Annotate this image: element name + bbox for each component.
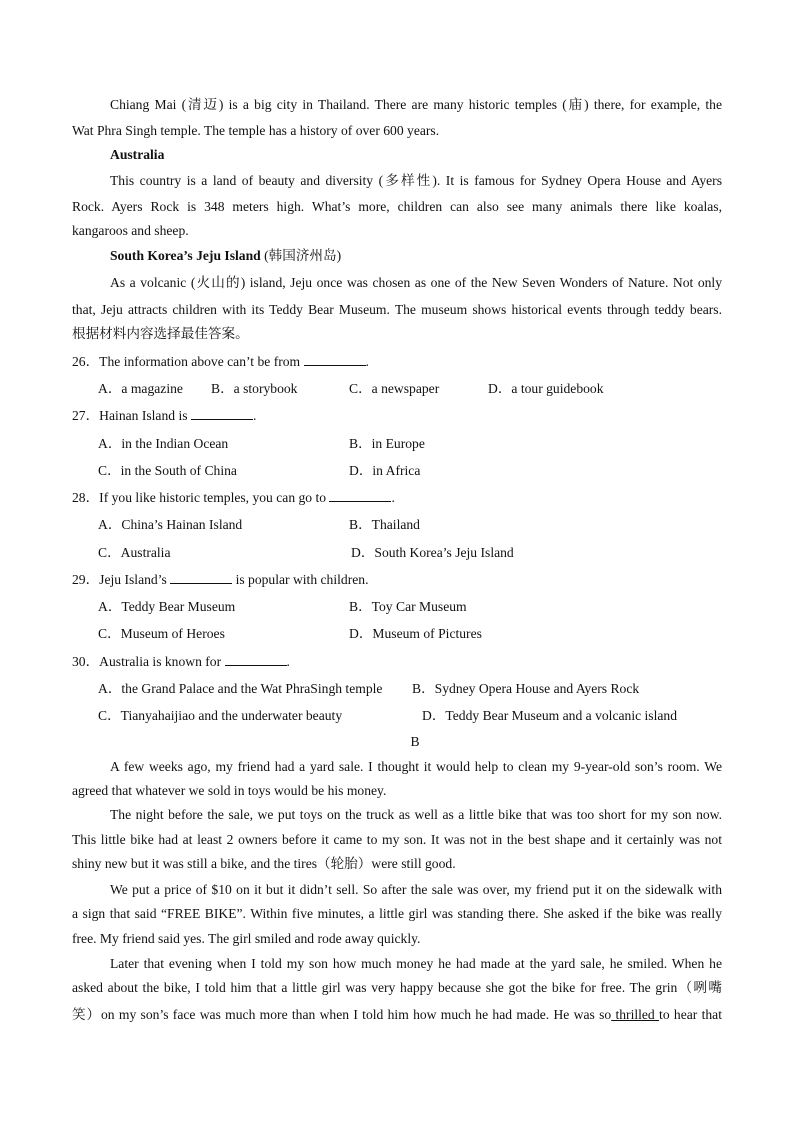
option-29-b: B．Toy Car Museum <box>349 599 467 614</box>
paragraph-australia-line3: kangaroos and sheep. <box>72 223 189 238</box>
option-28-d: D．South Korea’s Jeju Island <box>351 545 514 560</box>
option-30-d: D．Teddy Bear Museum and a volcanic island <box>422 708 677 723</box>
underlined-word-thrilled: thrilled <box>611 1007 660 1022</box>
question-stem-end: . <box>286 654 290 669</box>
option-28-b: B．Thailand <box>349 517 420 532</box>
option-26-a: A．a magazine <box>98 381 183 396</box>
question-27 <box>72 407 722 425</box>
option-30-a: A．the Grand Palace and the Wat PhraSingh temple <box>98 681 383 696</box>
question-stem-end: . <box>365 354 369 369</box>
answer-blank <box>191 407 253 420</box>
option-26-b: B．a storybook <box>211 381 298 396</box>
paragraph-b4-line3-end: to hear that <box>659 1007 722 1022</box>
paragraph-b3-line1: We put a price of $10 on it but it didn’t sell. So after the sale was over, my friend put it on the sidewalk with <box>110 882 722 897</box>
option-29-a: A．Teddy Bear Museum <box>98 599 236 614</box>
paragraph-chiang-mai-line1: Chiang Mai (清迈) is a big city in Thailand. There are many historic temples (庙) there, for example, the <box>110 97 722 112</box>
option-30-c: C．Tianyahaijiao and the underwater beauty <box>98 708 343 723</box>
option-26-c: C．a newspaper <box>349 381 440 396</box>
paragraph-b2-line1: The night before the sale, we put toys on the truck as well as a little bike that was too short for my son now. <box>110 807 722 822</box>
paragraph-b4-line3-text: 笑）on my son’s face was much more than when I told him how much he had made. He was so <box>72 1007 612 1022</box>
paragraph-jeju-line1: As a volcanic (火山的) island, Jeju once was chosen as one of the New Seven Wonders of Nature. Not only <box>110 275 722 290</box>
heading-australia: Australia <box>110 147 165 162</box>
option-30-b: B．Sydney Opera House and Ayers Rock <box>412 681 640 696</box>
option-28-a: A．China’s Hainan Island <box>98 517 243 532</box>
paragraph-b3-line3: free. My friend said yes. The girl smiled and rode away quickly. <box>72 931 421 946</box>
paragraph-b2-line2: This little bike had at least 2 owners before it came to my son. It was not in the best shape and it certainly was not <box>72 832 722 847</box>
option-29-c: C．Museum of Heroes <box>98 626 225 641</box>
heading-jeju-title: South Korea’s Jeju Island <box>110 248 261 263</box>
option-27-a: A．in the Indian Ocean <box>98 436 229 451</box>
question-stem: 30．Australia is known for <box>72 654 225 669</box>
heading-jeju <box>110 247 722 265</box>
question-28 <box>72 489 722 507</box>
paragraph-b4-line3 <box>72 1006 722 1024</box>
question-stem-end: . <box>391 490 395 505</box>
answer-blank <box>225 653 287 666</box>
heading-jeju-cn: (韩国济州岛) <box>264 248 342 263</box>
instruction-text: 根据材料内容选择最佳答案。 <box>72 326 249 341</box>
paragraph-australia-line2: Rock. Ayers Rock is 348 meters high. What’s more, children can also see many animals there like koalas, <box>72 199 722 214</box>
option-29-d: D．Museum of Pictures <box>349 626 482 641</box>
paragraph-chiang-mai-line2: Wat Phra Singh temple. The temple has a history of over 600 years. <box>72 123 440 138</box>
paragraph-b4-line1: Later that evening when I told my son how much money he had made at the yard sale, he smiled. When he <box>110 956 722 971</box>
question-26 <box>72 353 722 371</box>
question-stem: 27．Hainan Island is <box>72 408 191 423</box>
answer-blank <box>329 489 391 502</box>
paragraph-b4-line2: asked about the bike, I told him that a little girl was very happy because she got the bike for free. The grin（咧嘴 <box>72 980 722 995</box>
option-28-c: C．Australia <box>98 545 171 560</box>
answer-blank <box>304 353 366 366</box>
option-27-b: B．in Europe <box>349 436 425 451</box>
question-stem: 29．Jeju Island’s <box>72 572 171 587</box>
question-stem-end: is popular with children. <box>232 572 369 587</box>
paragraph-australia-line1: This country is a land of beauty and diversity (多样性). It is famous for Sydney Opera House and Ayers <box>110 173 722 188</box>
question-stem: 26．The information above can’t be from <box>72 354 304 369</box>
paragraph-b2-line3: shiny new but it was still a bike, and the tires（轮胎）were still good. <box>72 856 456 871</box>
section-b-label: B <box>410 734 420 749</box>
paragraph-b1-line2: agreed that whatever we sold in toys would be his money. <box>72 783 387 798</box>
question-stem-end: . <box>252 408 257 423</box>
option-26-d: D．a tour guidebook <box>488 381 604 396</box>
answer-blank <box>170 571 232 584</box>
question-30 <box>72 653 722 671</box>
question-29 <box>72 571 722 589</box>
option-27-c: C．in the South of China <box>98 463 237 478</box>
question-stem: 28．If you like historic temples, you can go to <box>72 490 330 505</box>
option-27-d: D．in Africa <box>349 463 421 478</box>
paragraph-b3-line2: a sign that said “FREE BIKE”. Within five minutes, a little girl was standing there. She asked if the bike was really <box>72 906 722 921</box>
paragraph-jeju-line2: that, Jeju attracts children with its Teddy Bear Museum. The museum shows historical events through teddy bears. <box>72 302 722 317</box>
paragraph-b1-line1: A few weeks ago, my friend had a yard sale. I thought it would help to clean my 9-year-old son’s room. We <box>110 759 722 774</box>
